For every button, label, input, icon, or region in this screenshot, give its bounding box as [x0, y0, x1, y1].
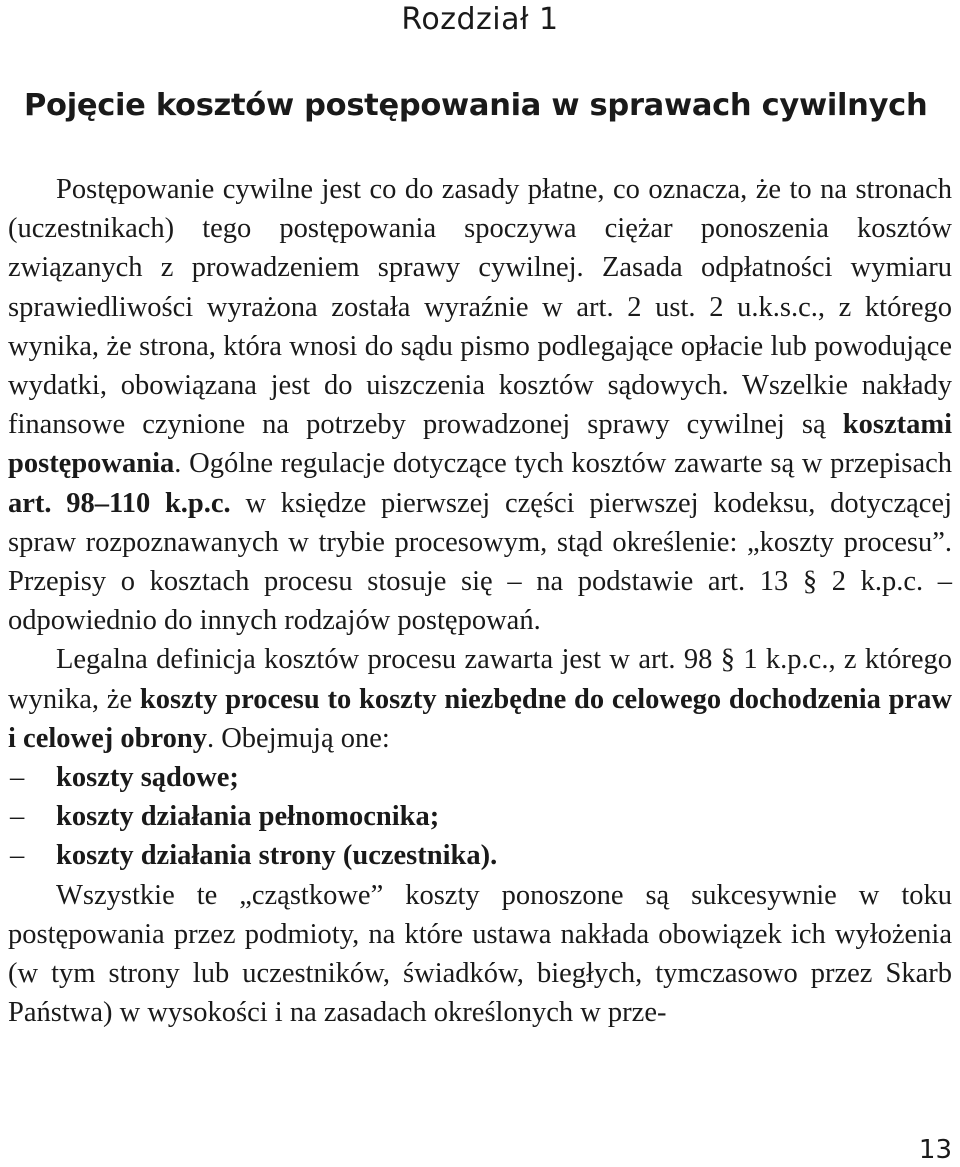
- page-number: 13: [918, 1135, 952, 1165]
- paragraph-3: Wszystkie te „cząstkowe” koszty ponoszone są sukcesywnie w toku postępowania przez podmioty, na które ustawa nakłada obowiązek ich wyłożenia (w tym strony lub uczestników, świadków, biegłych, tymczasowo przez Skarb Państwa) w wysokości i na zasadach określonych w prze-: [8, 879, 952, 1029]
- body-text: [8, 170, 952, 1032]
- cost-list: [8, 758, 952, 876]
- chapter-title: Pojęcie kosztów postępowania w sprawach cywilnych: [24, 88, 928, 123]
- paragraph-1-bold-2: art. 98–110 k.p.c.: [8, 487, 231, 519]
- paragraph-1-bold-1: kosztami postępowania: [8, 409, 952, 480]
- paragraph-2-text-1: Legalna definicja kosztów procesu zawarta jest w art. 98 § 1 k.p.c., z którego wynika, że: [8, 644, 952, 715]
- paragraph-1-text-1: Postępowanie cywilne jest co do zasady płatne, co oznacza, że to na stronach (uczestnikach) tego postępowania spoczywa ciężar ponoszenia kosztów związanych z prowadzeniem sprawy cywilnej. Zasada odpłatności wymiaru sprawiedliwości wyrażona została wyraźnie w art. 2 ust. 2 u.k.s.c., z którego wynika, że strona, która wnosi do sądu pismo podlegające opłacie lub powodujące wydatki, obowiązana jest do uiszczenia kosztów sądowych. Wszelkie nakłady finansowe czynione na potrzeby prowadzonej sprawy cywilnej są: [8, 174, 952, 441]
- paragraph-1-text-2: . Ogólne regulacje dotyczące tych kosztów zawarte są w przepisach: [174, 448, 952, 480]
- paragraph-2-text-2: . Obejmują one:: [206, 722, 390, 754]
- list-item: – koszty działania pełnomocnika;: [8, 797, 952, 836]
- paragraph-2-bold-1: koszty procesu to koszty niezbędne do celowego dochodzenia praw i celowej obrony: [8, 683, 952, 754]
- paragraph-1-text-3: w księdze pierwszej części pierwszej kodeksu, dotyczącej spraw rozpoznawanych w trybie procesowym, stąd określenie: „koszty procesu”. Przepisy o kosztach procesu stosuje się – na podstawie art. 13 § 2 k.p.c. – odpowiednio do innych rodzajów postępowań.: [8, 487, 952, 637]
- list-item: – koszty działania strony (uczestnika).: [8, 836, 952, 875]
- paragraph-1: [8, 170, 952, 640]
- paragraph-2: [8, 640, 952, 758]
- list-item: – koszty sądowe;: [8, 758, 952, 797]
- chapter-label: Rozdział 1: [401, 2, 559, 37]
